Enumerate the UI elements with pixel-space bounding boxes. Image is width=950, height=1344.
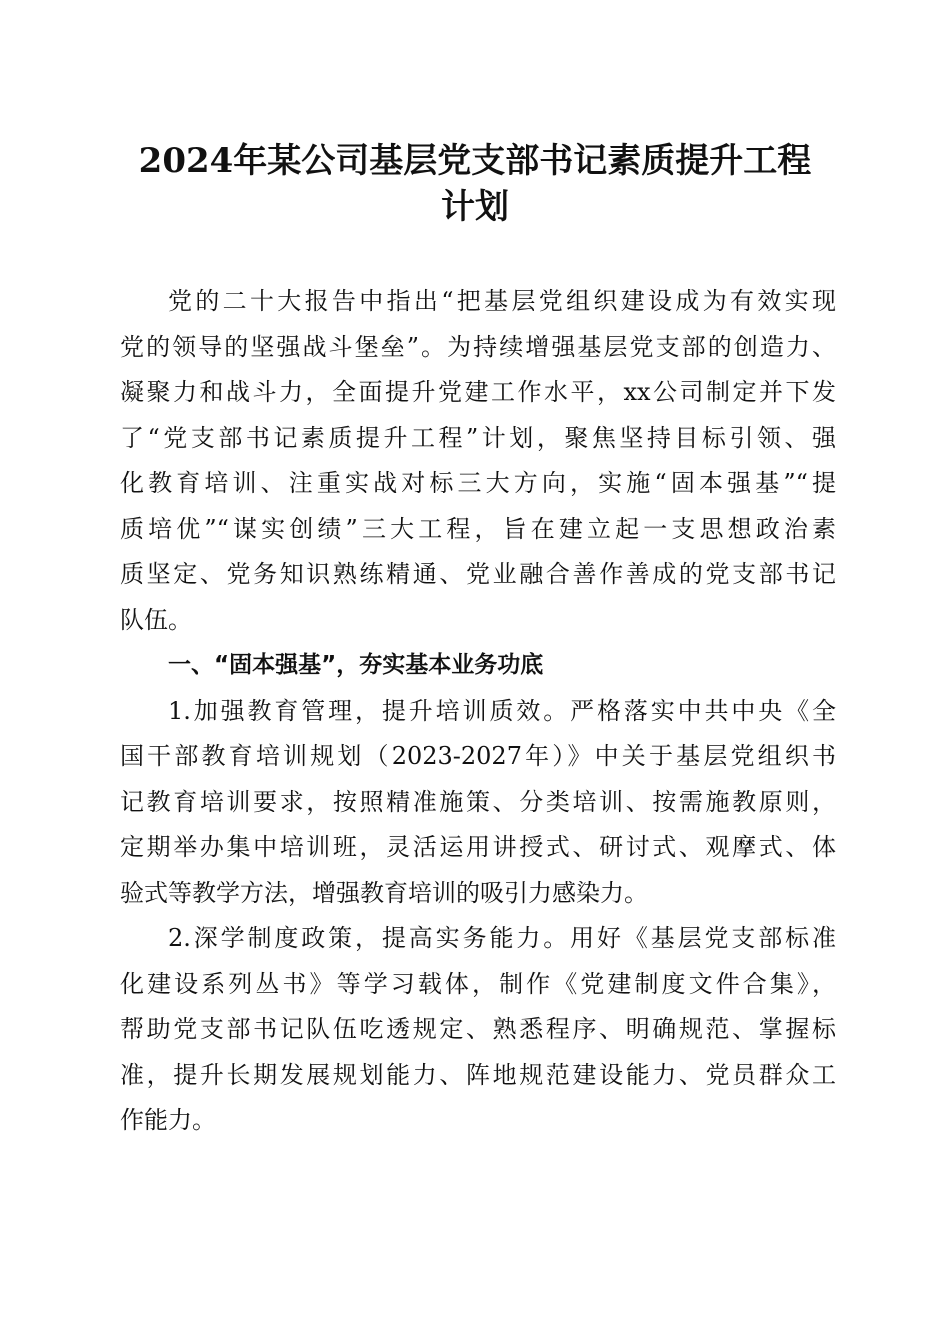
paragraph-line: 定期举办集中培训班，灵活运用讲授式、研讨式、观摩式、体 (120, 833, 836, 861)
paragraph-line: 验式等教学方法，增强教育培训的吸引力感染力。 (120, 878, 648, 907)
paragraph-line: 化建设系列丛书》等学习载体，制作《党建制度文件合集》， (120, 969, 836, 998)
paragraph-line: 化教育培训、注重实战对标三大方向，实施“固本强基”“提 (120, 469, 836, 497)
paragraph-line: 党的领导的坚强战斗堡垒”。为持续增强基层党支部的创造力、 (120, 332, 836, 361)
intro-paragraph (120, 279, 836, 643)
paragraph-line: 准，提升长期发展规划能力、阵地规范建设能力、党员群众工 (120, 1060, 836, 1089)
paragraph-line: 凝聚力和战斗力，全面提升党建工作水平，xx公司制定并下发 (120, 378, 836, 406)
paragraph-line: 1.加强教育管理，提升培训质效。严格落实中共中央《全 (168, 696, 836, 725)
item-2-paragraph (120, 916, 836, 1144)
document-body (120, 279, 836, 1144)
section-heading: 一、“固本强基”，夯实基本业务功底 (168, 652, 544, 678)
paragraph-line: 党的二十大报告中指出“把基层党组织建设成为有效实现 (168, 287, 836, 315)
paragraph-line: 队伍。 (120, 605, 192, 634)
document-title (120, 138, 830, 230)
paragraph-line: 质培优”“谋实创绩”三大工程，旨在建立起一支思想政治素 (120, 514, 836, 543)
paragraph-line: 了“党支部书记素质提升工程”计划，聚焦坚持目标引领、强 (120, 423, 836, 452)
paragraph-line: 作能力。 (120, 1106, 216, 1134)
item-1-paragraph (120, 689, 836, 917)
paragraph-line: 记教育培训要求，按照精准施策、分类培训、按需施教原则， (120, 787, 836, 816)
title-line-2: 计划 (441, 187, 509, 227)
paragraph-line: 2.深学制度政策，提高实务能力。用好《基层党支部标准 (168, 924, 836, 952)
title-line-1: 2024年某公司基层党支部书记素质提升工程 (138, 141, 812, 181)
paragraph-line: 国干部教育培训规划（2023-2027年）》中关于基层党组织书 (120, 742, 836, 770)
paragraph-line: 质坚定、党务知识熟练精通、党业融合善作善成的党支部书记 (120, 560, 836, 588)
paragraph-line: 帮助党支部书记队伍吃透规定、熟悉程序、明确规范、掌握标 (120, 1015, 836, 1043)
